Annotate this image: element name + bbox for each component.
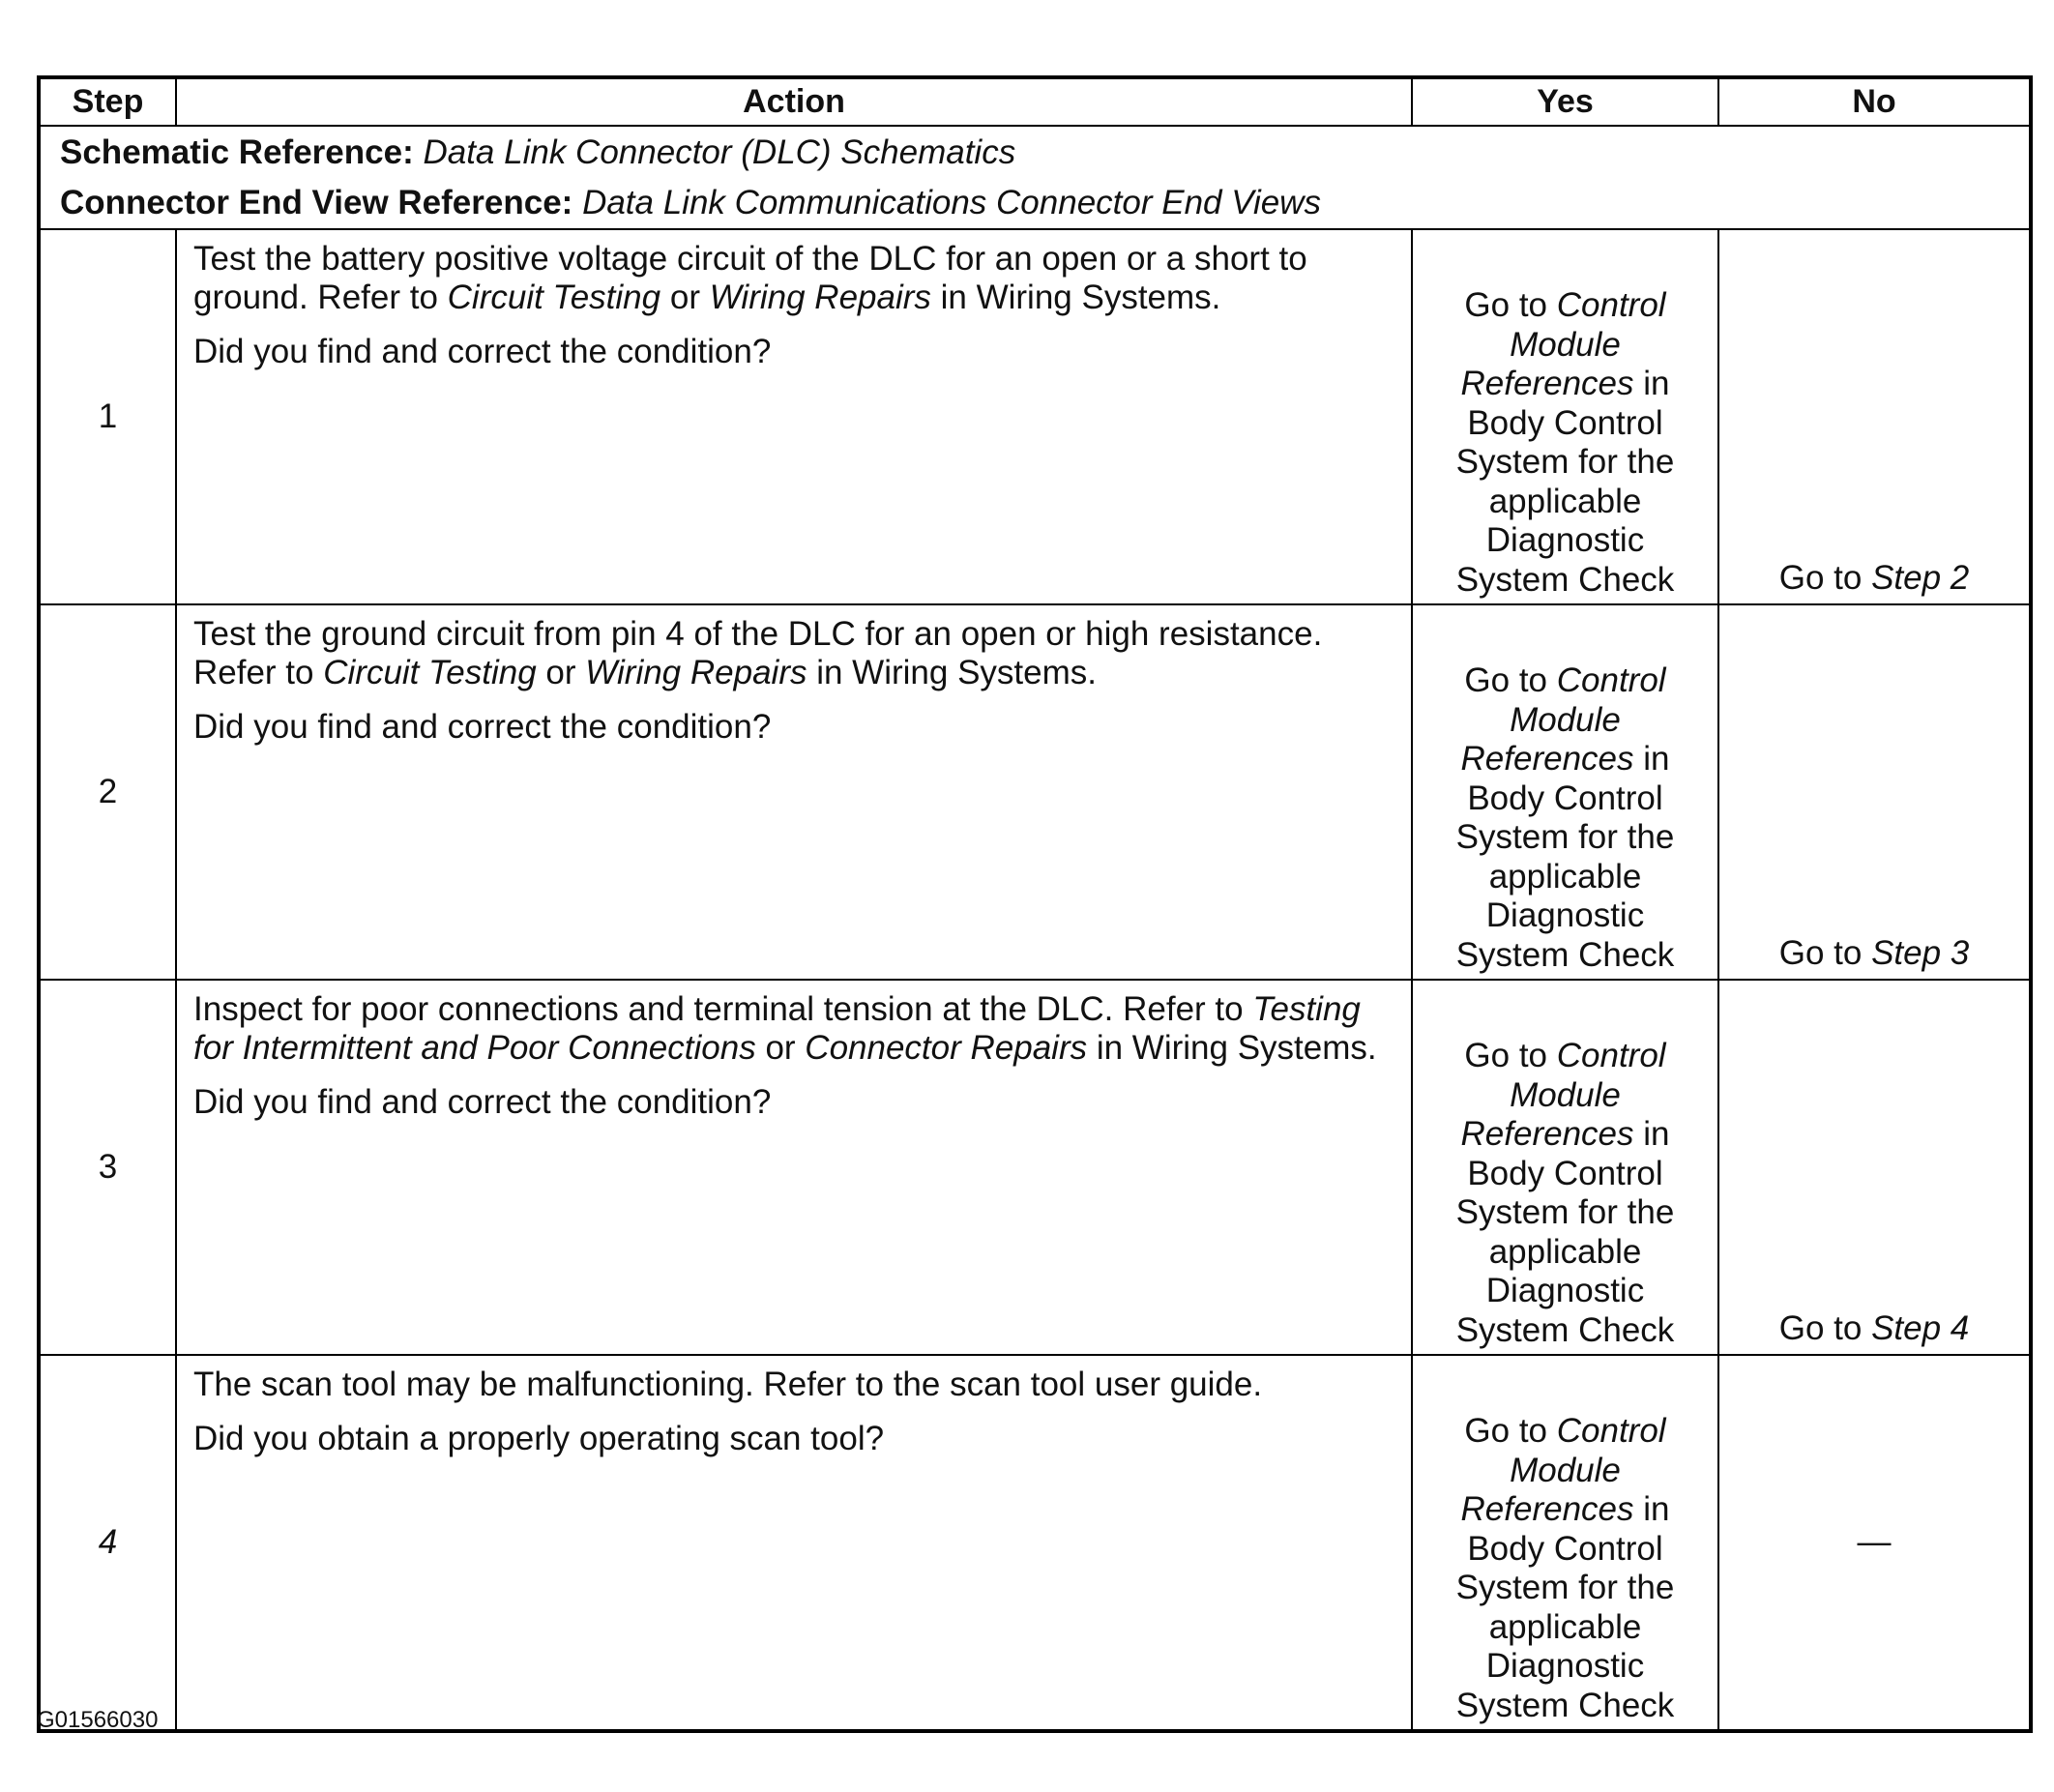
yes-cell <box>1412 229 1718 604</box>
yes-instruction: Go to Control Module References in Body Control System for the applicable Diagnostic System Check <box>1455 1412 1675 1724</box>
header-step: Step <box>39 77 176 126</box>
step-row-4 <box>39 1355 2031 1731</box>
action-link[interactable]: Circuit Testing <box>323 654 537 691</box>
control-module-link[interactable]: Control <box>1556 1037 1666 1074</box>
action-cell <box>176 980 1412 1355</box>
yes-cell <box>1412 980 1718 1355</box>
yes-instruction: Go to Control Module References in Body Control System for the applicable Diagnostic System Check <box>1455 1037 1675 1349</box>
schematic-reference-link[interactable]: Data Link Connector (DLC) Schematics <box>423 132 1016 171</box>
connector-reference <box>60 178 2029 228</box>
action-cell <box>176 1355 1412 1731</box>
control-module-link[interactable]: Module <box>1510 1075 1621 1114</box>
header-row <box>39 77 2031 126</box>
action-text-part: or <box>660 279 710 316</box>
step-row-2 <box>39 604 2031 980</box>
action-question: Did you find and correct the condition? <box>193 1083 772 1121</box>
no-instruction: Go to Step 3 <box>1778 934 1970 972</box>
control-module-link[interactable]: Module <box>1510 700 1621 739</box>
action-link[interactable]: Connector Repairs <box>805 1029 1088 1067</box>
step-row-3 <box>39 980 2031 1355</box>
no-instruction: Go to Step 2 <box>1778 559 1970 597</box>
diagnostic-table <box>37 75 2033 1733</box>
action-question: Did you find and correct the condition? <box>193 333 772 370</box>
go-to-step-link[interactable]: Step 3 <box>1871 934 1970 972</box>
control-module-link[interactable]: Module <box>1510 325 1621 364</box>
action-text <box>193 240 1390 317</box>
action-text: The scan tool may be malfunctioning. Refer to the scan tool user guide. <box>193 1366 1263 1403</box>
control-module-link[interactable]: Control <box>1556 1412 1666 1450</box>
action-text-part: in Wiring Systems. <box>807 654 1097 691</box>
reference-cell <box>39 126 2031 229</box>
action-link[interactable]: Wiring Repairs <box>709 279 931 316</box>
control-module-link[interactable]: References <box>1460 1115 1634 1153</box>
action-link[interactable]: Wiring Repairs <box>585 654 807 691</box>
go-to-step-link[interactable]: Step 2 <box>1871 559 1970 597</box>
action-text-part: or <box>755 1029 806 1067</box>
action-text-part: or <box>536 654 586 691</box>
header-no: No <box>1718 77 2031 126</box>
control-module-link[interactable]: Control <box>1556 286 1666 324</box>
control-module-link[interactable]: References <box>1460 1490 1634 1528</box>
no-cell <box>1718 229 2031 604</box>
control-module-link[interactable]: Control <box>1556 661 1666 699</box>
no-instruction: Go to Step 4 <box>1778 1309 1970 1347</box>
yes-cell <box>1412 1355 1718 1731</box>
no-cell <box>1718 1355 2031 1731</box>
action-link[interactable]: Testing for Intermittent and Poor Connections <box>193 990 1361 1067</box>
action-text-part: Test the battery positive voltage circuit of the DLC for an open or a short to ground. Refer to <box>193 240 1307 316</box>
action-link[interactable]: Circuit Testing <box>447 279 661 316</box>
step-number: 2 <box>39 604 176 980</box>
yes-instruction: Go to Control Module References in Body Control System for the applicable Diagnostic System Check <box>1455 661 1675 974</box>
control-module-link[interactable]: Module <box>1510 1451 1621 1489</box>
no-cell <box>1718 980 2031 1355</box>
control-module-link[interactable]: References <box>1460 740 1634 778</box>
action-question: Did you find and correct the condition? <box>193 708 772 746</box>
schematic-reference-label: Schematic Reference: <box>60 132 414 171</box>
action-text-part: Inspect for poor connections and terminal tension at the DLC. Refer to <box>193 990 1253 1028</box>
control-module-link[interactable]: References <box>1460 365 1634 402</box>
step-number: 4 <box>39 1355 176 1731</box>
reference-row <box>39 126 2031 229</box>
header-yes: Yes <box>1412 77 1718 126</box>
figure-id: G01566030 <box>37 1707 159 1733</box>
step-number: 1 <box>39 229 176 604</box>
header-action: Action <box>176 77 1412 126</box>
no-dash: — <box>1857 1523 1892 1561</box>
action-text <box>193 990 1390 1068</box>
connector-reference-label: Connector End View Reference: <box>60 183 573 221</box>
action-cell <box>176 229 1412 604</box>
action-question: Did you obtain a properly operating scan tool? <box>193 1420 885 1457</box>
action-text-part: Test the ground circuit from pin 4 of the DLC for an open or high resistance. Refer to <box>193 615 1323 691</box>
schematic-reference <box>60 128 2029 178</box>
step-row-1 <box>39 229 2031 604</box>
go-to-step-link[interactable]: Step 4 <box>1871 1309 1970 1347</box>
action-text <box>193 615 1390 692</box>
no-cell <box>1718 604 2031 980</box>
action-cell <box>176 604 1412 980</box>
action-text-part: in Wiring Systems. <box>930 279 1221 316</box>
yes-instruction: Go to Control Module References in Body Control System for the applicable Diagnostic System Check <box>1455 286 1675 599</box>
step-number: 3 <box>39 980 176 1355</box>
connector-reference-link[interactable]: Data Link Communications Connector End Views <box>582 183 1321 221</box>
action-text-part: in Wiring Systems. <box>1087 1029 1377 1067</box>
yes-cell <box>1412 604 1718 980</box>
